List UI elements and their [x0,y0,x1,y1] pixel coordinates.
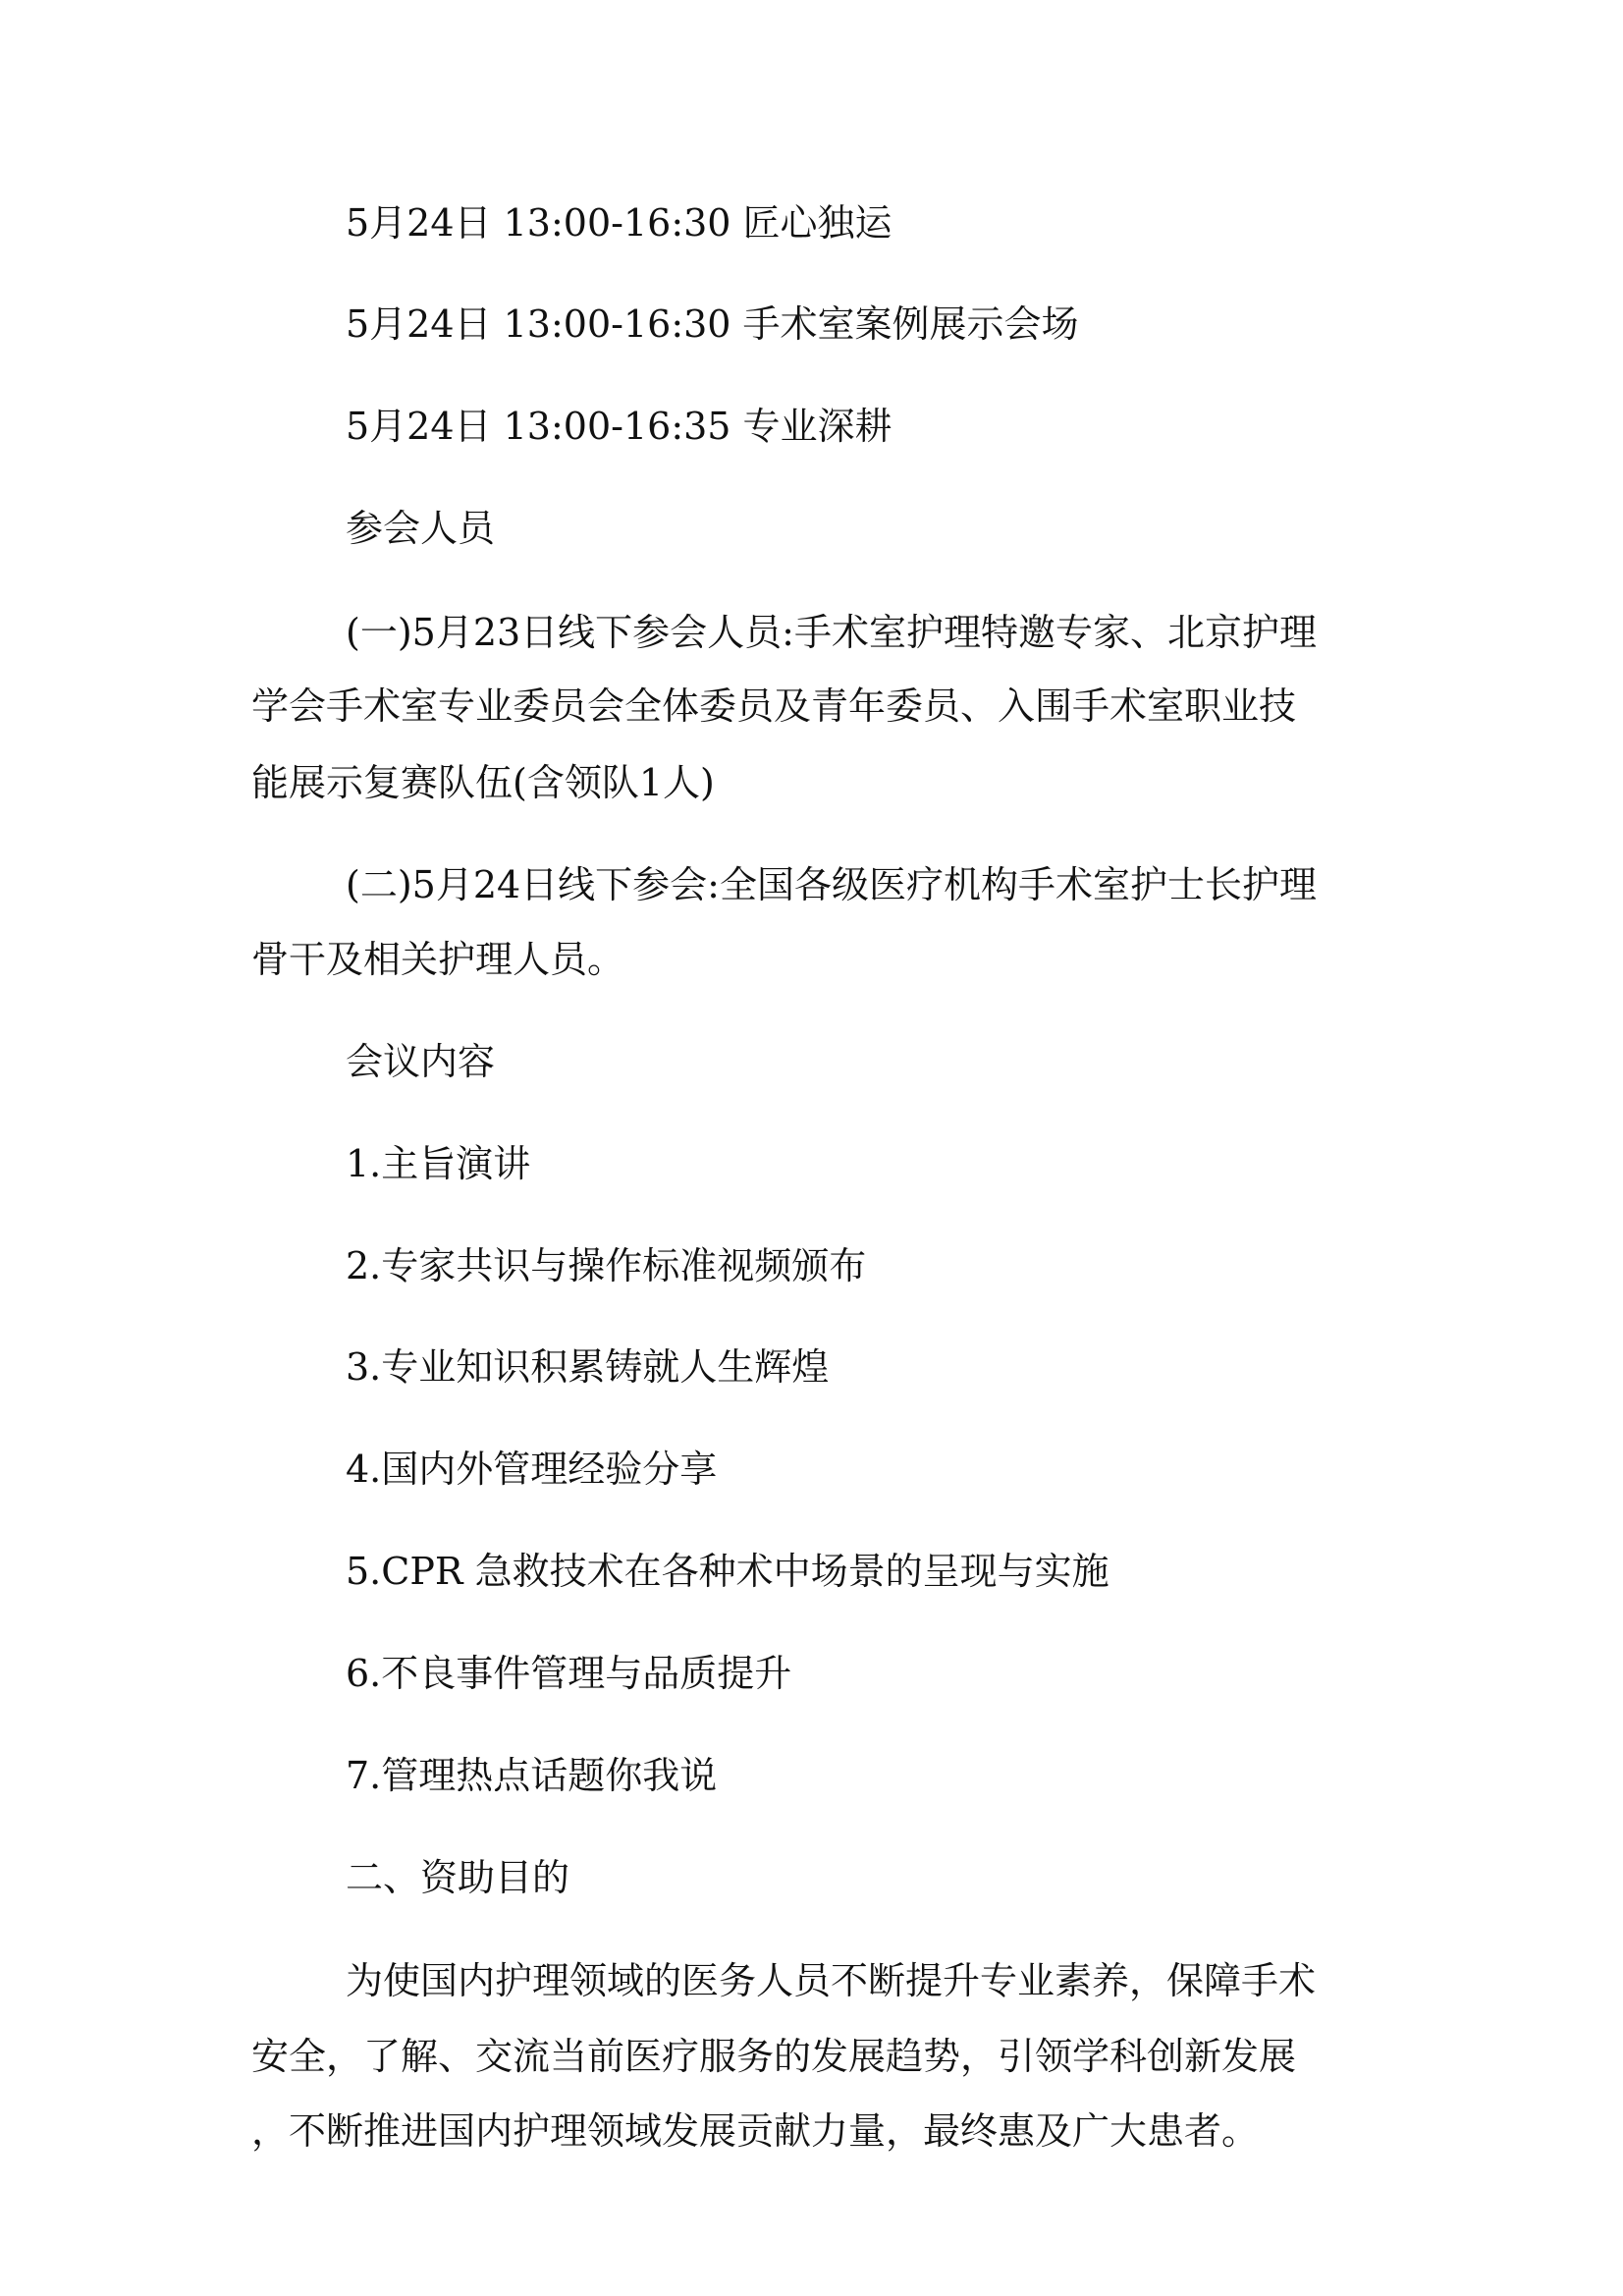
attendees-item2-line2: 骨干及相关护理人员。 [251,938,625,981]
purpose-line-3: ，不断推进国内护理领域发展贡献力量，最终惠及广大患者。 [251,2109,1260,2153]
content-item-6: 6.不良事件管理与品质提升 [346,1652,792,1695]
purpose-line-1: 为使国内护理领域的医务人员不断提升专业素养，保障手术 [346,1959,1317,2002]
content-item-7: 7.管理热点话题你我说 [346,1754,718,1797]
schedule-line-2: 5月24日 13:00-16:30 手术室案例展示会场 [346,302,1079,346]
attendees-item2-line1: (二)5月24日线下参会:全国各级医疗机构手术室护士长护理 [346,863,1317,906]
attendees-heading: 参会人员 [346,507,496,550]
content-item-2: 2.专家共识与操作标准视频颁布 [346,1244,867,1287]
schedule-line-1: 5月24日 13:00-16:30 匠心独运 [346,201,893,245]
content-heading: 会议内容 [346,1040,496,1083]
schedule-line-3: 5月24日 13:00-16:35 专业深耕 [346,405,893,448]
content-item-5: 5.CPR 急救技术在各种术中场景的呈现与实施 [346,1550,1109,1593]
attendees-item1-line1: (一)5月23日线下参会人员:手术室护理特邀专家、北京护理 [346,611,1317,654]
purpose-line-2: 安全，了解、交流当前医疗服务的发展趋势，引领学科创新发展 [251,2035,1297,2078]
purpose-heading: 二、资助目的 [346,1856,570,1899]
content-item-1: 1.主旨演讲 [346,1142,531,1185]
content-item-4: 4.国内外管理经验分享 [346,1448,718,1491]
content-item-3: 3.专业知识积累铸就人生辉煌 [346,1345,830,1389]
attendees-item1-line2: 学会手术室专业委员会全体委员及青年委员、入围手术室职业技 [251,684,1297,728]
attendees-item1-line3: 能展示复赛队伍(含领队1人) [251,761,715,804]
